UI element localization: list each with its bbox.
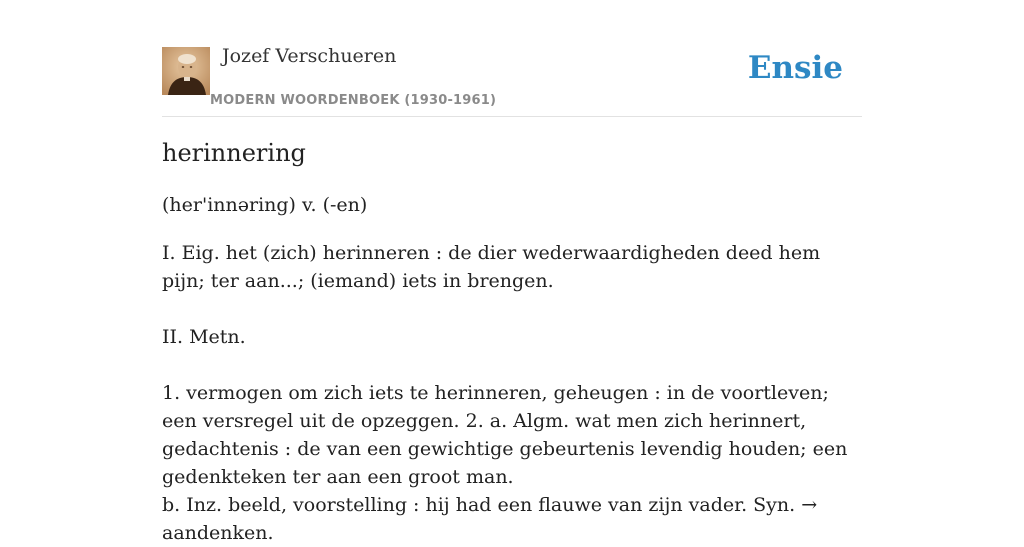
page <box>162 0 862 544</box>
avatar[interactable] <box>162 47 210 95</box>
author-name[interactable]: Jozef Verschueren <box>222 45 397 67</box>
header <box>162 0 862 117</box>
sense-2-b: b. Inz. beeld, voorstelling : hij had een flauwe van zijn vader. Syn. → aandenken. <box>162 494 818 544</box>
sense-1: I. Eig. het (zich) herinneren : de dier wederwaardigheden deed hem pijn; ter aan...; (iemand) iets in brengen. <box>162 242 821 292</box>
entry-pronunciation: (her'innəring) v. (-en) <box>162 194 368 216</box>
entry-body <box>162 239 862 547</box>
author-portrait-icon <box>162 47 210 95</box>
brand-logo[interactable]: Ensie <box>747 50 843 86</box>
sense-2-a: 1. vermogen om zich iets te herinneren, geheugen : in de voortleven; een versregel uit de opzeggen. 2. a. Algm. wat men zich herinnert, gedachtenis : de van een gewichtige gebeurtenis levendig houden; een gedenkteken ter aan een groot man. <box>162 382 848 488</box>
source-label[interactable]: MODERN WOORDENBOEK (1930-1961) <box>210 93 497 108</box>
sense-2-heading: II. Metn. <box>162 326 246 348</box>
paragraph-gap <box>162 295 862 323</box>
entry-title: herinnering <box>162 139 306 167</box>
paragraph-gap <box>162 351 862 379</box>
